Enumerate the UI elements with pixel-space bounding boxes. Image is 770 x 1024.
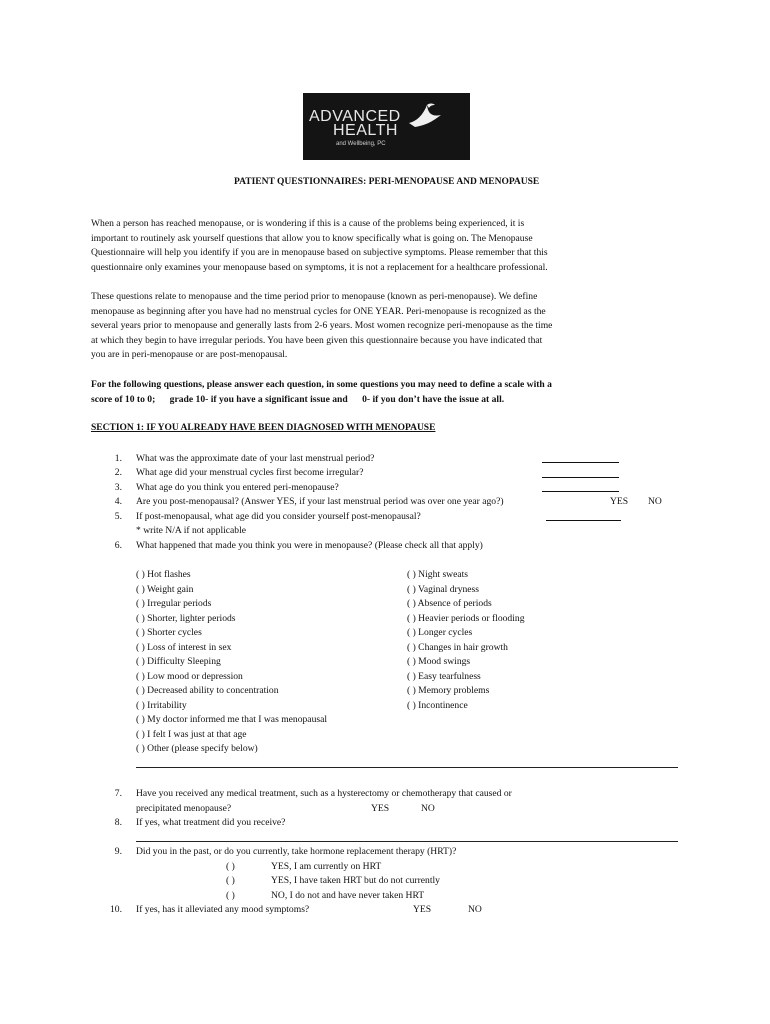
symptom-checkbox[interactable]: ( ) Absence of periods xyxy=(407,598,492,609)
question-7-text-continued: precipitated menopause? xyxy=(136,803,232,814)
hrt-option-text: NO, I do not and have never taken HRT xyxy=(271,890,425,901)
definition-line: menopause as beginning after you have had no menstrual cycles for ONE YEAR. Peri-menopause is recognized as the xyxy=(91,305,546,317)
intro-paragraph xyxy=(91,217,691,275)
question-3-text: What age do you think you entered peri-menopause? xyxy=(136,482,339,493)
other-specify-line[interactable] xyxy=(136,767,678,768)
symptom-checkbox[interactable]: ( ) Irregular periods xyxy=(136,598,212,609)
page-title: PATIENT QUESTIONNAIRES: PERI-MENOPAUSE AND MENOPAUSE xyxy=(234,177,540,187)
symptom-checkbox[interactable]: ( ) Heavier periods or flooding xyxy=(407,613,525,624)
question-10-yes-option[interactable]: YES xyxy=(413,904,432,915)
symptom-checkbox[interactable]: ( ) Changes in hair growth xyxy=(407,642,508,653)
bird-icon xyxy=(407,101,443,135)
definition-line: several years prior to menopause and generally lasts from 2-6 years. Most women recognize peri-menopause as the time xyxy=(91,320,553,331)
symptom-checkbox[interactable]: ( ) Easy tearfulness xyxy=(407,671,481,682)
hrt-option-mark[interactable]: ( ) xyxy=(226,875,235,886)
question-5-answer-line[interactable] xyxy=(546,520,621,521)
hrt-option-mark[interactable]: ( ) xyxy=(226,861,235,872)
question-number: 9. xyxy=(114,846,122,857)
question-7-text: Have you received any medical treatment, such as a hysterectomy or chemotherapy that caused or xyxy=(136,788,512,799)
question-7-no-option[interactable]: NO xyxy=(421,803,435,814)
symptom-checkbox[interactable]: ( ) Other (please specify below) xyxy=(136,743,258,754)
question-6-text: What happened that made you think you were in menopause? (Please check all that apply) xyxy=(136,540,483,551)
question-8-answer-line[interactable] xyxy=(136,841,678,842)
hrt-option-text: YES, I am currently on HRT xyxy=(271,861,382,872)
question-number: 5. xyxy=(114,511,122,522)
question-number: 7. xyxy=(114,788,122,799)
question-5-note: * write N/A if not applicable xyxy=(136,525,247,536)
section-1-heading: SECTION 1: IF YOU ALREADY HAVE BEEN DIAGNOSED WITH MENOPAUSE xyxy=(91,423,436,433)
question-2-answer-line[interactable] xyxy=(542,477,619,478)
instructions-line: score of 10 to 0; grade 10- if you have a significant issue and 0- if you don’t have the issue at all. xyxy=(91,393,505,405)
question-7-yes-option[interactable]: YES xyxy=(371,803,390,814)
question-10-text: If yes, has it alleviated any mood symptoms? xyxy=(136,904,310,915)
symptom-checkbox[interactable]: ( ) Irritability xyxy=(136,700,187,711)
clinic-logo xyxy=(303,93,470,160)
question-number: 10. xyxy=(110,904,122,915)
question-number: 4. xyxy=(114,496,122,507)
definition-line: These questions relate to menopause and the time period prior to menopause (known as peri-menopause). We define xyxy=(91,291,538,302)
question-4-no-option[interactable]: NO xyxy=(648,496,662,507)
question-number: 3. xyxy=(114,482,122,493)
symptom-checkbox[interactable]: ( ) Longer cycles xyxy=(407,627,473,638)
question-4-text: Are you post-menopausal? (Answer YES, if your last menstrual period was over one year ago?) xyxy=(136,496,504,507)
intro-line: When a person has reached menopause, or is wondering if this is a cause of the problems being experienced, it is xyxy=(91,218,525,229)
intro-line: important to routinely ask yourself questions that allow you to know specifically what is going on. The Menopause xyxy=(91,232,533,244)
symptom-checkbox[interactable]: ( ) Difficulty Sleeping xyxy=(136,656,221,667)
symptom-checkbox[interactable]: ( ) Shorter cycles xyxy=(136,627,202,638)
question-4-yes-option[interactable]: YES xyxy=(610,496,629,507)
question-number: 2. xyxy=(114,467,122,478)
hrt-option-mark[interactable]: ( ) xyxy=(226,890,235,901)
instructions-paragraph xyxy=(91,378,691,407)
question-1-answer-line[interactable] xyxy=(542,462,619,463)
symptom-checkbox[interactable]: ( ) Shorter, lighter periods xyxy=(136,613,236,624)
symptom-checkbox[interactable]: ( ) Low mood or depression xyxy=(136,671,243,682)
symptom-checkbox[interactable]: ( ) Mood swings xyxy=(407,656,471,667)
question-number: 8. xyxy=(114,817,122,828)
question-3-answer-line[interactable] xyxy=(542,491,619,492)
question-8-text: If yes, what treatment did you receive? xyxy=(136,817,286,828)
definition-line: at which they begin to have irregular periods. You have been given this questionnaire because you have indicated that xyxy=(91,334,543,346)
symptom-checkbox[interactable]: ( ) Decreased ability to concentration xyxy=(136,685,279,696)
question-2-text: What age did your menstrual cycles first become irregular? xyxy=(136,467,364,478)
intro-line: Questionnaire will help you identify if you are in menopause based on subjective symptoms. Please remember that this xyxy=(91,247,548,258)
question-number: 6. xyxy=(114,540,122,551)
symptom-checkbox[interactable]: ( ) Weight gain xyxy=(136,584,194,595)
hrt-option-text: YES, I have taken HRT but do not currently xyxy=(271,875,440,886)
symptom-checkbox[interactable]: ( ) I felt I was just at that age xyxy=(136,729,247,740)
symptom-checkbox[interactable]: ( ) Loss of interest in sex xyxy=(136,642,232,653)
logo-line-2: HEALTH xyxy=(333,122,398,139)
symptom-checkbox[interactable]: ( ) My doctor informed me that I was menopausal xyxy=(136,714,328,725)
logo-line-1: ADVANCED xyxy=(309,108,401,125)
symptom-checkbox[interactable]: ( ) Memory problems xyxy=(407,685,490,696)
question-10-no-option[interactable]: NO xyxy=(468,904,482,915)
symptom-checkbox[interactable]: ( ) Night sweats xyxy=(407,569,469,580)
logo-line-3: and Wellbeing, PC xyxy=(336,141,386,147)
symptom-checkbox[interactable]: ( ) Vaginal dryness xyxy=(407,584,480,595)
definition-paragraph xyxy=(91,290,691,363)
question-9-text: Did you in the past, or do you currently, take hormone replacement therapy (HRT)? xyxy=(136,846,457,857)
intro-line: questionnaire only examines your menopause based on symptoms, it is not a replacement for a healthcare professional. xyxy=(91,261,548,273)
question-1-text: What was the approximate date of your last menstrual period? xyxy=(136,453,375,464)
symptom-checkbox[interactable]: ( ) Hot flashes xyxy=(136,569,191,580)
definition-line: you are in peri-menopause or are post-menopausal. xyxy=(91,349,288,360)
question-5-text: If post-menopausal, what age did you consider yourself post-menopausal? xyxy=(136,511,421,522)
symptom-checkbox[interactable]: ( ) Incontinence xyxy=(407,700,468,711)
instructions-line: For the following questions, please answer each question, in some questions you may need to define a scale with a xyxy=(91,379,552,390)
question-number: 1. xyxy=(114,453,122,464)
